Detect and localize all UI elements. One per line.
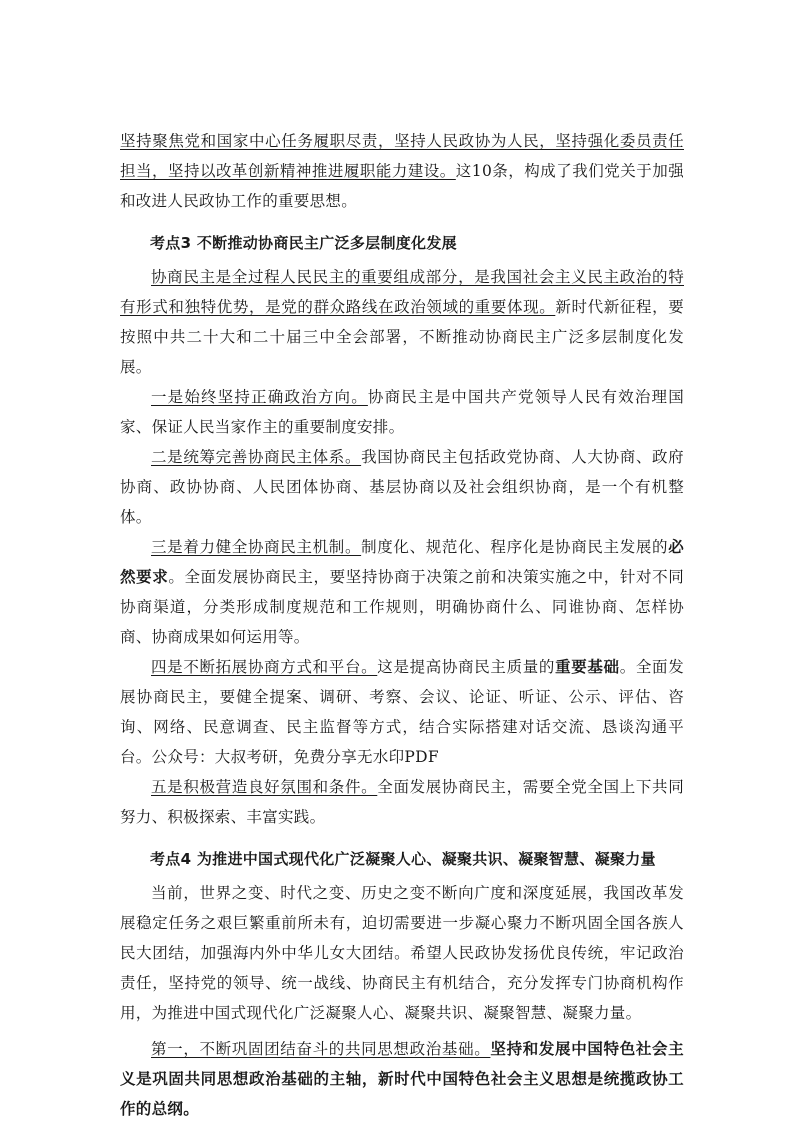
point-1 [120,1034,684,1124]
intro-paragraph [120,126,684,216]
underlined-text: 二是统筹完善协商民主体系。 [151,448,362,466]
list-item-1 [120,382,684,442]
bold-text: 必然要求 [120,538,684,586]
paragraph-text: 我国协商民主包括政党协商、人大协商、政府协商、政协协商、人民团体协商、基层协商以及社会组织协商，是一个有机整体。 [120,448,684,526]
paragraph-text: 这10条，构成了我们党关于加强和改进人民政协工作的重要思想。 [120,162,684,210]
section-heading-4: 考点4 为推进中国式现代化广泛凝聚人心、凝聚共识、凝聚智慧、凝聚力量 [150,850,656,868]
bold-text: 坚持和发展中国特色社会主义是巩固共同思想政治基础的主轴，新时代中国特色社会主义思想是统揽政协工作的总纲。 [120,1040,684,1118]
section-4-intro: 当前，世界之变、时代之变、历史之变不断向广度和深度延展，我国改革发展稳定任务之艰巨繁重前所未有，迫切需要进一步凝心聚力不断巩固全国各族人民大团结，加强海内外中华儿女大团结。希望人民政协发扬优良传统，牢记政治责任，坚持党的领导、统一战线、协商民主有机结合，充分发挥专门协商机构作用，为推进中国式现代化广泛凝聚人心、凝聚共识、凝聚智慧、凝聚力量。 [120,884,684,1022]
paragraph-text: 。全面发展协商民主，要健全提案、调研、考察、会议、论证、听证、公示、评估、咨询、网络、民意调查、民主监督等方式，结合实际搭建对话交流、恳谈沟通平台。公众号：大叔考研，免费分享无水印PDF [120,658,685,766]
paragraph-text: 这是提高协商民主质量的 [377,658,556,676]
section-3-intro [120,262,684,382]
underlined-text: 五是积极营造良好氛围和条件。 [151,778,378,796]
underlined-text: 坚持聚焦党和国家中心任务履职尽责，坚持人民政协为人民，坚持强化委员责任担当，坚持以改革创新精神推进履职能力建设。 [120,132,684,180]
underlined-text: 四是不断拓展协商方式和平台。 [151,658,378,676]
list-item-4 [120,652,684,772]
paragraph-text: 全面发展协商民主，需要全党全国上下共同努力、积极探索、丰富实践。 [120,778,685,826]
list-item-5 [120,772,684,832]
paragraph-text: 协商民主是中国共产党领导人民有效治理国家、保证人民当家作主的重要制度安排。 [120,388,684,436]
paragraph-text: 制度化、规范化、程序化是协商民主发展的 [361,538,669,556]
section-heading-3: 考点3 不断推动协商民主广泛多层制度化发展 [150,234,457,252]
list-item-3 [120,532,684,652]
underlined-text: 三是着力健全协商民主机制。 [151,538,362,556]
underlined-text: 一是始终坚持正确政治方向。 [151,388,368,406]
paragraph-text: 新时代新征程，要按照中共二十大和二十届三中全会部署，不断推动协商民主广泛多层制度化发展。 [120,298,684,376]
bold-text: 重要基础 [555,658,620,676]
document-body [120,126,684,1124]
underlined-text: 第一，不断巩固团结奋斗的共同思想政治基础。 [151,1040,491,1058]
underlined-text: 协商民主是全过程人民民主的重要组成部分，是我国社会主义民主政治的特有形式和独特优势，是党的群众路线在政治领域的重要体现。 [120,268,684,316]
list-item-2 [120,442,684,532]
paragraph-text: 。全面发展协商民主，要坚持协商于决策之前和决策实施之中，针对不同协商渠道，分类形成制度规范和工作规则，明确协商什么、同谁协商、怎样协商、协商成果如何运用等。 [120,568,684,646]
